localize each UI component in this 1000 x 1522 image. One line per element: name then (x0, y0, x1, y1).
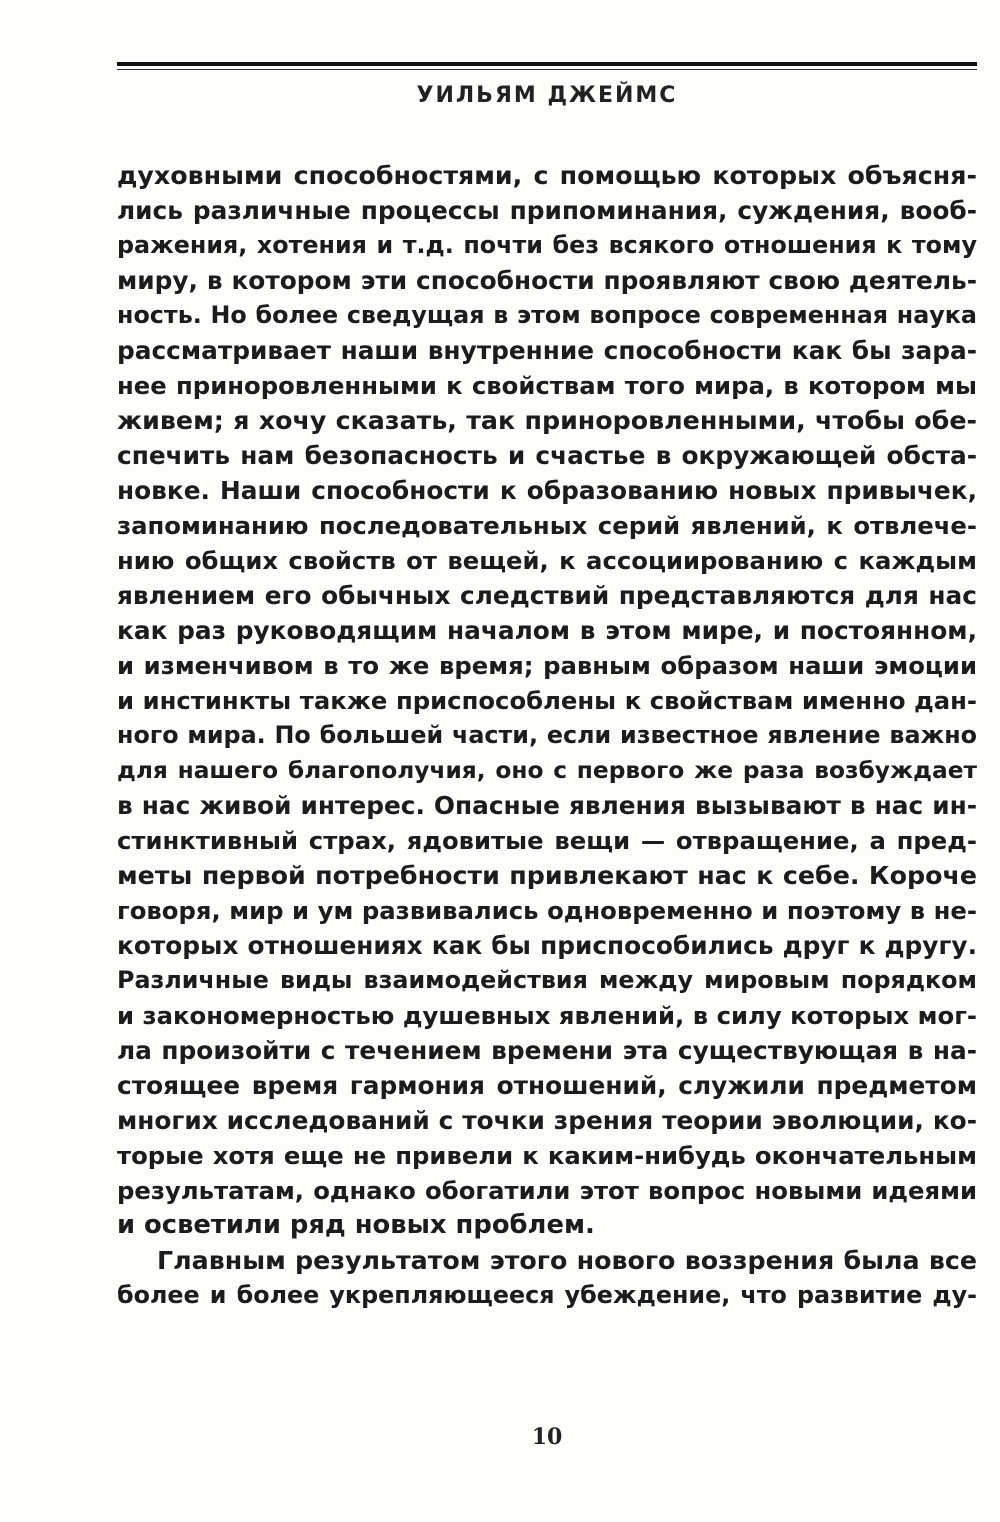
text-line: рассматривает наши внутренние способности как бы зара- (117, 336, 977, 365)
text-line: в нас живой интерес. Опасные явления вызывают в нас ин- (117, 791, 977, 820)
paragraph-end-line: и осветили ряд новых проблем. (117, 1210, 595, 1240)
text-line: меты первой потребности привлекают нас к себе. Короче (117, 861, 977, 890)
running-head: УИЛЬЯМ ДЖЕЙМС (416, 83, 678, 108)
header-rule-thin (117, 69, 977, 70)
text-line: явлением его обычных следствий представляются для нас (117, 581, 977, 610)
text-line: как раз руководящим началом в этом мире, и постоянном, (117, 616, 977, 645)
text-line: и инстинкты также приспособлены к свойствам именно дан- (117, 686, 977, 715)
body-text (117, 158, 977, 1313)
text-line: многих исследований с точки зрения теории эволюции, ко- (117, 1106, 977, 1135)
text-line: и изменчивом в то же время; равным образом наши эмоции (117, 651, 977, 680)
text-line: говоря, мир и ум развивались одновременно и поэтому в не- (117, 896, 977, 925)
text-line: лись различные процессы припоминания, суждения, вооб- (117, 196, 977, 225)
text-line: торые хотя еще не привели к каким-нибудь окончательным (117, 1141, 977, 1170)
text-line: миру, в котором эти способности проявляют свою деятель- (117, 266, 977, 295)
header-rule-thick (117, 62, 977, 66)
text-line: более и более укрепляющееся убеждение, что развитие ду- (117, 1281, 977, 1309)
text-line: спечить нам безопасность и счастье в окружающей обста- (117, 441, 977, 470)
text-line: нию общих свойств от вещей, к ассоциированию с каждым (117, 546, 977, 575)
text-line: ла произойти с течением времени эта существующая в на- (117, 1036, 977, 1065)
text-line: стоящее время гармония отношений, служили предметом (117, 1071, 977, 1100)
text-line: для нашего благополучия, оно с первого же раза возбуждает (117, 757, 977, 784)
text-line: нее приноровленными к свойствам того мира, в котором мы (117, 371, 977, 400)
text-line: духовными способностями, с помощью которых объясня- (117, 161, 977, 190)
page-number: 10 (531, 1424, 563, 1450)
text-line: ражения, хотения и т.д. почти без всякого отношения к тому (117, 231, 977, 259)
paragraph-start-line: Главным результатом этого нового воззрения была все (157, 1246, 977, 1275)
text-line: Различные виды взаимодействия между мировым порядком (117, 966, 977, 994)
text-line: ного мира. По большей части, если известное явление важно (117, 721, 977, 749)
text-line: которых отношениях как бы приспособились друг к другу. (117, 931, 977, 960)
text-line: результатам, однако обогатили этот вопрос новыми идеями (117, 1176, 977, 1205)
text-line: и закономерностью душевных явлений, в силу которых мог- (117, 1001, 977, 1030)
text-line: ность. Но более сведущая в этом вопросе современная наука (117, 301, 977, 329)
text-line: стинктивный страх, ядовитые вещи — отвращение, а пред- (117, 826, 977, 855)
text-line: новке. Наши способности к образованию новых привычек, (117, 476, 977, 505)
text-line: живем; я хочу сказать, так приноровленными, чтобы обе- (117, 406, 977, 435)
text-line: запоминанию последовательных серий явлений, к отвлече- (117, 511, 977, 540)
